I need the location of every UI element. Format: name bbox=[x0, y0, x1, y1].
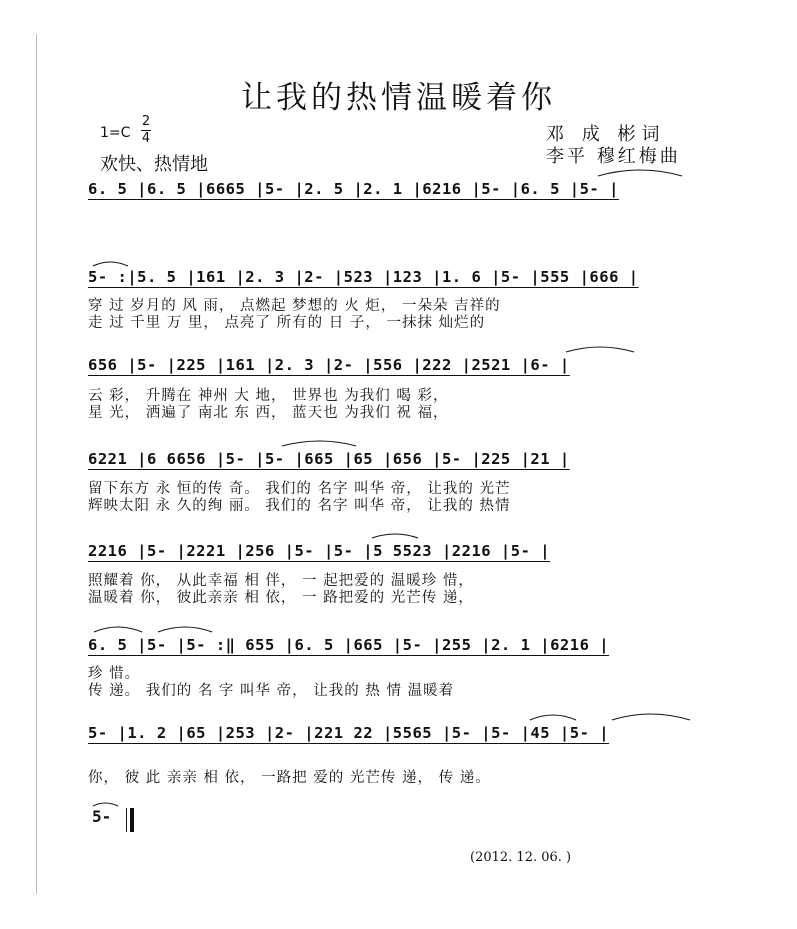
music-line: 6. 5 |5- |5- :‖ 655 |6. 5 |665 |5- |255 |2. 1 |6216 | bbox=[88, 636, 610, 654]
lyric-line-verse2: 星 光， 洒遍了 南北 东 西， 蓝天也 为我们 祝 福， bbox=[88, 405, 449, 421]
composer-credit: 李平 穆红梅曲 bbox=[546, 146, 681, 167]
music-line: 2216 |5- |2221 |256 |5- |5- |5 5523 |2216 |5- | bbox=[88, 542, 551, 560]
music-line: 5- |1. 2 |65 |253 |2- |221 22 |5565 |5- |5- |45 |5- | bbox=[88, 724, 610, 742]
lyric-line-verse1: 照耀着 你， 从此幸福 相 伴， 一 起把爱的 温暖珍 惜， bbox=[88, 573, 474, 589]
music-line: 6221 |6 6656 |5- |5- |665 |65 |656 |5- |225 |21 | bbox=[88, 450, 570, 468]
lyric-line-verse2: 走 过 千里 万 里， 点亮了 所有的 日 子， 一抹抹 灿烂的 bbox=[88, 315, 486, 331]
lyricist-credit: 邓 成 彬词 bbox=[546, 124, 666, 145]
lyric-line-verse2: 辉映太阳 永 久的绚 丽。 我们的 名字 叫华 帝， 让我的 热情 bbox=[88, 498, 511, 514]
lyric-line-verse1: 珍 惜。 bbox=[88, 666, 141, 682]
tempo-marking: 欢快、热情地 bbox=[100, 154, 208, 175]
music-line: 5- :|5. 5 |161 |2. 3 |2- |523 |123 |1. 6 |5- |555 |666 | bbox=[88, 268, 639, 286]
key-signature: 1=C bbox=[100, 125, 131, 141]
lyric-line-verse1: 你， 彼 此 亲亲 相 依， 一路把 爱的 光芒传 递， 传 递。 bbox=[88, 770, 491, 786]
time-signature-bottom: 4 bbox=[141, 131, 151, 146]
lyric-line-verse1: 留下东方 永 恒的传 奇。 我们的 名字 叫华 帝， 让我的 光芒 bbox=[88, 481, 511, 497]
lyric-line-verse1: 云 彩， 升腾在 神州 大 地， 世界也 为我们 喝 彩， bbox=[88, 388, 449, 404]
lyric-line-verse2: 传 递。 我们的 名 字 叫华 帝， 让我的 热 情 温暖着 bbox=[88, 683, 455, 699]
music-line: 656 |5- |225 |161 |2. 3 |2- |556 |222 |2521 |6- | bbox=[88, 356, 570, 374]
lyric-line-verse2: 温暖着 你， 彼此亲亲 相 依， 一 路把爱的 光芒传 递， bbox=[88, 590, 474, 606]
final-note: 5- bbox=[92, 807, 112, 826]
date-stamp: (2012. 12. 06. ) bbox=[470, 850, 572, 865]
music-line: 6. 5 |6. 5 |6665 |5- |2. 5 |2. 1 |6216 |5- |6. 5 |5- | bbox=[88, 180, 619, 198]
time-signature-top: 2 bbox=[141, 114, 151, 129]
song-title: 让我的热情温暖着你 bbox=[241, 80, 556, 116]
lyric-line-verse1: 穿 过 岁月的 风 雨， 点燃起 梦想的 火 炬， 一朵朵 吉祥的 bbox=[88, 298, 501, 314]
